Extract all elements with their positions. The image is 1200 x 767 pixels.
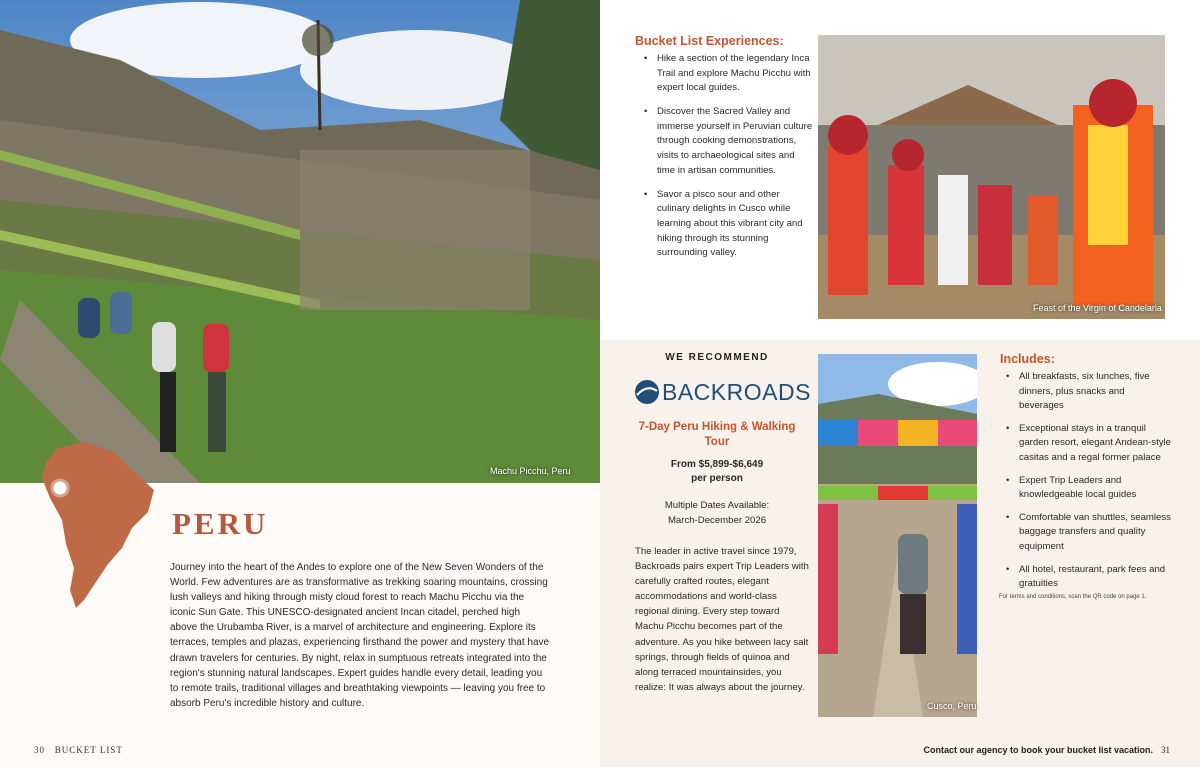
recommend-label: WE RECOMMEND [665, 352, 769, 363]
includes-heading: Includes: [1000, 352, 1055, 366]
right-page-number: 31 [1161, 745, 1170, 755]
list-item: • Expert Trip Leaders and knowledgeable local guides [997, 474, 1172, 503]
includes-list [997, 370, 1172, 600]
list-item: • Discover the Sacred Valley and immerse yourself in Peruvian culture through cooking demonstrations, visits to archaeological sites and time in artisan communities. [635, 105, 815, 178]
festival-photo [818, 35, 1165, 319]
price-unit: per person [691, 472, 743, 484]
intro-paragraph: Journey into the heart of the Andes to explore one of the New Seven Wonders of the World. Few adventures are as transformative as trekking soaring mountains, crossing lush valleys and hiking through misty cloud forest to reach Machu Picchu via the iconic Sun Gate. This UNESCO-designated ancient Incan citadel, perched high above the Urubamba River, is a marvel of architecture and engineering. Explore its terraces, temples and plazas, experiencing firsthand the power and mystery that have drawn travelers for centuries. By night, relax in sumptuous retreats integrated into the region's stunning natural landscapes. Expert guides handle every detail, leading you to remote trails, traditional villages and breathtaking viewpoints — leaving you free to absorb Peru's incredible history and culture. [170, 562, 550, 709]
cusco-photo [818, 354, 977, 717]
price: From $5,899-$6,649 [670, 459, 764, 470]
map-shape [42, 442, 154, 608]
list-item: • Comfortable van shuttles, seamless baggage transfers and quality equipment [997, 511, 1172, 555]
list-item: • All hotel, restaurant, park fees and gratuities [997, 563, 1172, 592]
backroads-logo [634, 378, 811, 406]
list-item: • All breakfasts, six lunches, five dinners, plus snacks and beverages [997, 370, 1172, 414]
bucket-list-heading: Bucket List Experiences: [635, 34, 784, 48]
festival-caption: Feast of the Virgin of Candelaria [1033, 303, 1162, 313]
dates-block [636, 498, 798, 528]
list-item: • Exceptional stays in a tranquil garden resort, elegant Andean-style casitas and a regal former palace [997, 422, 1172, 466]
hero-photo-machu-picchu [0, 0, 600, 483]
section-name: BUCKET LIST [54, 745, 123, 755]
hero-caption: Machu Picchu, Peru [490, 466, 571, 476]
booking-cta: Contact our agency to book your bucket list vacation. [923, 745, 1153, 755]
south-america-map-icon [36, 440, 156, 610]
bucket-list [635, 52, 815, 270]
list-item: • Savor a pisco sour and other culinary delights in Cusco while learning about this vibrant city and hiking through its stunning surrounding valley. [635, 188, 815, 261]
left-folio [34, 745, 123, 755]
cusco-caption: Cusco, Peru [927, 701, 977, 711]
backroads-description: The leader in active travel since 1979, Backroads pairs expert Trip Leaders with carefully crafted routes, elegant accommodations and world-class regional dining. Every step toward Machu Picchu becomes part of the adventure. As you hike between lacy salt springs, through fields of quinoa and along terraced mountainsides, you realize: It was always about the journey. [635, 546, 809, 693]
dates-line-2: March-December 2026 [667, 515, 767, 526]
page-title: PERU [172, 506, 269, 541]
right-folio [900, 745, 1170, 755]
terms-note: For terms and conditions, scan the QR code on page 1. [999, 594, 1147, 600]
list-item: • Hike a section of the legendary Inca Trail and explore Machu Picchu with expert local guides. [635, 52, 815, 96]
brand-name: BACKROADS [662, 379, 811, 405]
tour-name: 7-Day Peru Hiking & Walking Tour [638, 421, 796, 448]
price-block [636, 458, 798, 485]
left-page-number: 30 [34, 745, 45, 755]
dates-line-1: Multiple Dates Available: [664, 500, 770, 511]
location-marker-icon [52, 480, 68, 496]
